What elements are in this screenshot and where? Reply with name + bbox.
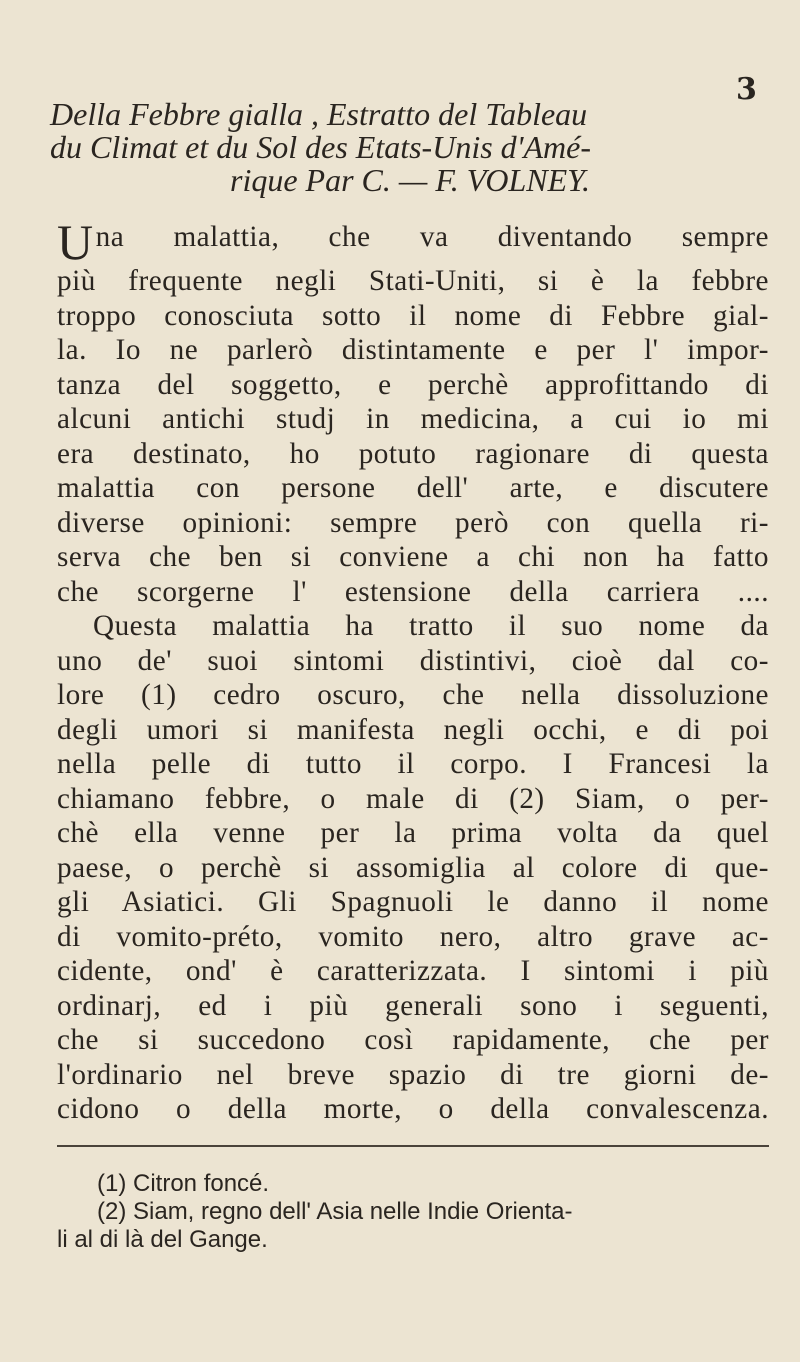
title-line-1: Della Febbre gialla , Estratto del Tableau <box>50 96 588 132</box>
body-line-26: cidono o della morte, o della convalescenza. <box>57 1093 769 1125</box>
body-line-19: paese, o perchè si assomiglia al colore di que- <box>57 851 769 884</box>
body-line-13: uno de' suoi sintomi distintivi, cioè dal co- <box>57 644 769 677</box>
title-line-2: du Climat et du Sol des Etats-Unis d'Amé- <box>50 129 592 165</box>
body-line-15: degli umori si manifesta negli occhi, e di poi <box>57 713 769 746</box>
body-line-22: cidente, ond' è caratterizzata. I sintomi i più <box>57 955 769 987</box>
title-line-3: rique Par C. — F. VOLNEY. <box>229 162 590 198</box>
body-line-11: che scorgerne l' estensione della carriera .... <box>57 575 769 608</box>
body-line-2: più frequente negli Stati-Uniti, si è la febbre <box>57 265 769 297</box>
footnote-rule <box>57 1145 769 1147</box>
body-line-1: Una malattia, che va diventando sempre <box>57 220 769 264</box>
body-line-7: era destinato, ho potuto ragionare di questa <box>57 437 769 470</box>
body-line-16: nella pelle di tutto il corpo. I Francesi la <box>57 748 769 780</box>
body-line-17: chiamano febbre, o male di (2) Siam, o per- <box>57 782 769 815</box>
body-line-24: che si succedono così rapidamente, che per <box>57 1024 769 1056</box>
body-line-18: chè ella venne per la prima volta da quel <box>57 817 769 849</box>
footnote-2-line-1: (2) Siam, regno dell' Asia nelle Indie Orienta- <box>97 1198 573 1225</box>
footnotes <box>57 1170 769 1254</box>
footnote-1: (1) Citron foncé. <box>97 1170 270 1197</box>
page-number: 3 <box>736 72 757 107</box>
body-line-21: di vomito-préto, vomito nero, altro grave ac- <box>57 920 769 953</box>
body-line-4: la. Io ne parlerò distintamente e per l' impor- <box>57 334 769 366</box>
body-line-8: malattia con persone dell' arte, e discutere <box>57 472 769 504</box>
body-line-20: gli Asiatici. Gli Spagnuoli le danno il nome <box>57 886 769 918</box>
body-line-25: l'ordinario nel breve spazio di tre giorni de- <box>57 1058 769 1091</box>
body-line-12: Questa malattia ha tratto il suo nome da <box>93 610 769 642</box>
body-line-5: tanza del soggetto, e perchè approfittando di <box>57 368 769 401</box>
body-line-3: troppo conosciuta sotto il nome di Febbre gial- <box>57 299 769 332</box>
footnote-2-line-2: li al di là del Gange. <box>57 1226 268 1253</box>
body-line-6: alcuni antichi studj in medicina, a cui io mi <box>57 403 769 435</box>
body-line-23: ordinarj, ed i più generali sono i seguenti, <box>57 989 769 1022</box>
body-line-14: lore (1) cedro oscuro, che nella dissoluzione <box>57 679 769 711</box>
body-line-10: serva che ben si conviene a chi non ha fatto <box>57 541 769 573</box>
article-title <box>50 98 770 197</box>
body-line-9: diverse opinioni: sempre però con quella ri- <box>57 506 769 539</box>
drop-cap: U <box>57 220 94 264</box>
body-text <box>57 220 769 1127</box>
